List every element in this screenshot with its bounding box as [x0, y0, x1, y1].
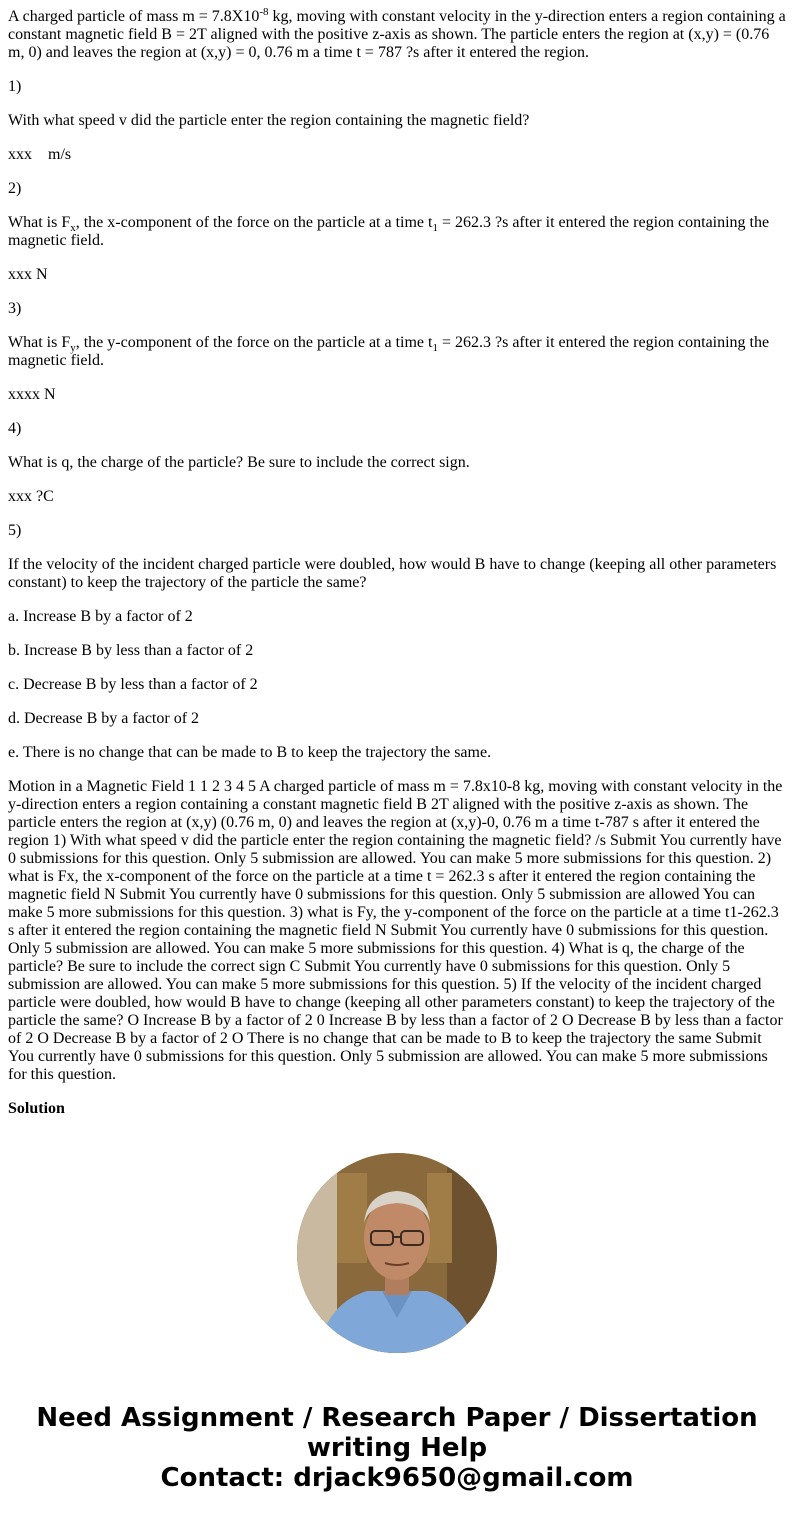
q2-number: 2)	[8, 180, 22, 197]
q5-option-b: b. Increase B by less than a factor of 2	[8, 642, 254, 659]
solution-heading: Solution	[8, 1100, 65, 1117]
promo-contact: Contact: drjack9650@gmail.com	[160, 1463, 634, 1493]
q1-number: 1)	[8, 78, 22, 95]
author-photo-icon	[297, 1153, 497, 1353]
intro-paragraph: A charged particle of mass $m = 7.8X10^{-8}$ kg, moving with constant velocity in the y-direction enters a region containing a constant magnetic field B = 2T aligned with the positive z-axis as shown. The particle enters the region at (x,y) = (0.76 m, 0) and leaves the region at (x,y) = 0, 0.76 m a time t = 787 ?s after it entered the region.	[8, 8, 786, 61]
q5-option-a: a. Increase B by a factor of 2	[8, 608, 193, 625]
q5-option-d: d. Decrease B by a factor of 2	[8, 710, 200, 727]
q5-option-c: c. Decrease B by less than a factor of 2	[8, 676, 258, 693]
q3-number: 3)	[8, 300, 22, 317]
q2-answer: xxx N	[8, 266, 48, 283]
q5-text: If the velocity of the incident charged particle were doubled, how would B have to change (keeping all other parameters constant) to keep the trajectory of the particle the same?	[8, 556, 777, 591]
q1-answer: xxx m/s	[8, 146, 72, 163]
q2-text: What is $F_x$, the x-component of the force on the particle at a time $t_1 = 262.3$ ?s after it entered the region containing the magnetic field.	[8, 214, 770, 249]
question-content	[8, 8, 786, 1123]
q3-answer: xxxx N	[8, 386, 56, 403]
q4-answer: xxx ?C	[8, 488, 54, 505]
ocr-paragraph: Motion in a Magnetic Field 1 1 2 3 4 5 A charged particle of mass m = 7.8x10-8 kg, moving with constant velocity in the y-direction enters a region containing a constant magnetic field B 2T aligned with the positive z-axis as shown. The particle enters the region at (x,y) (0.76 m, 0) and leaves the region at (x,y)-0, 0.76 m a time t-787 s after it entered the region 1) With what speed v did the particle enter the region containing the magnetic field? /s Submit You currently have 0 submissions for this question. Only 5 submission are allowed. You can make 5 more submissions for this question. 2) what is Fx, the x-component of the force on the particle at a time t = 262.3 s after it entered the region containing the magnetic field N Submit You currently have 0 submissions for this question. Only 5 submission are allowed You can make 5 more submissions for this question. 3) what is Fy, the y-component of the force on the particle at a time t1-262.3 s after it entered the region containing the magnetic field N Submit You currently have 0 submissions for this question. Only 5 submission are allowed. You can make 5 more submissions for this question. 4) What is q, the charge of the particle? Be sure to include the correct sign C Submit You currently have 0 submissions for this question. Only 5 submission are allowed. You can make 5 more submissions for this question. 5) If the velocity of the incident charged particle were doubled, how would B have to change (keeping all other parameters constant) to keep the trajectory of the particle the same? O Increase B by a factor of 2 0 Increase B by less than a factor of 2 O Decrease B by less than a factor of 2 O Decrease B by a factor of 2 O There is no change that can be made to B to keep the trajectory the same Submit You currently have 0 submissions for this question. Only 5 submission are allowed. You can make 5 more submissions for this question.	[8, 778, 783, 1083]
q5-option-e: e. There is no change that can be made to B to keep the trajectory the same.	[8, 744, 492, 761]
q1-text: With what speed v did the particle enter the region containing the magnetic field?	[8, 112, 530, 129]
exponent: -8	[259, 8, 269, 18]
q3-text: What is $F_y$, the y-component of the force on the particle at a time $t_1 = 262.3$ ?s after it entered the region containing the magnetic field.	[8, 334, 770, 369]
promo-line-1: Need Assignment / Research Paper / Dissertation writing Help	[36, 1403, 758, 1463]
q4-text: What is q, the charge of the particle? Be sure to include the correct sign.	[8, 454, 470, 471]
promo-banner	[0, 1403, 794, 1493]
q5-number: 5)	[8, 522, 22, 539]
q4-number: 4)	[8, 420, 22, 437]
